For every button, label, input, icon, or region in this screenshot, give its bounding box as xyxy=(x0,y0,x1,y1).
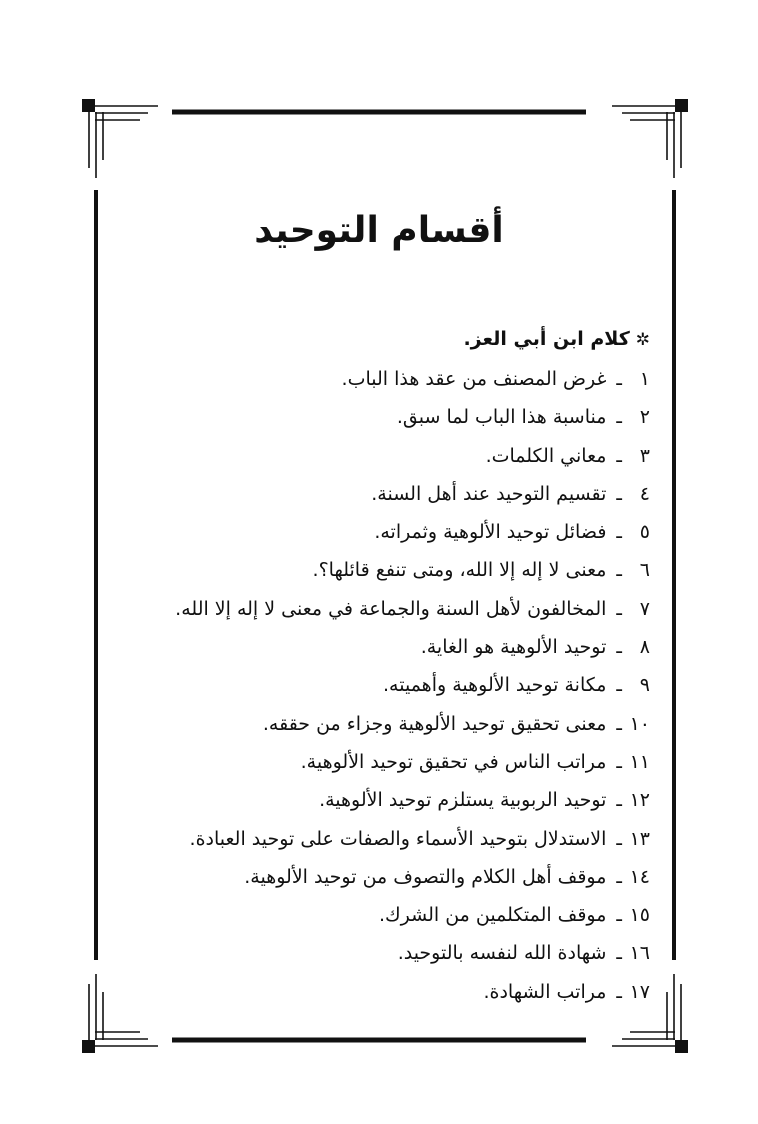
item-dash: ـ xyxy=(616,406,622,429)
numbered-items xyxy=(90,360,650,1011)
list-item xyxy=(90,781,650,819)
item-dash: ـ xyxy=(616,559,622,582)
item-text: مناسبة هذا الباب لما سبق. xyxy=(396,406,607,429)
item-dash: ـ xyxy=(616,482,622,505)
item-number: ٤ xyxy=(639,482,650,505)
list-item xyxy=(90,628,650,666)
item-dash: ـ xyxy=(616,636,622,659)
list-item xyxy=(90,973,650,1011)
item-text: معنى لا إله إلا الله، ومتى تنفع قائلها؟. xyxy=(312,559,607,582)
item-text: توحيد الألوهية هو الغاية. xyxy=(420,636,607,659)
item-number: ١٠ xyxy=(629,712,650,735)
subheading-text: كلام ابن أبي العز. xyxy=(463,328,630,350)
item-text: تقسيم التوحيد عند أهل السنة. xyxy=(371,482,607,505)
item-text: شهادة الله لنفسه بالتوحيد. xyxy=(397,942,607,965)
item-dash: ـ xyxy=(616,368,622,390)
subheading xyxy=(90,318,650,360)
list-item xyxy=(90,551,650,589)
item-number: ١٥ xyxy=(629,904,650,927)
item-dash: ـ xyxy=(616,904,622,927)
item-dash: ـ xyxy=(616,980,622,1003)
list-item xyxy=(90,513,650,551)
list-item xyxy=(90,437,650,475)
item-number: ١٣ xyxy=(629,827,650,850)
item-number: ١٢ xyxy=(629,789,650,812)
list-item xyxy=(90,934,650,972)
list-item xyxy=(90,858,650,896)
list-item xyxy=(90,705,650,743)
item-dash: ـ xyxy=(616,674,622,697)
item-dash: ـ xyxy=(616,827,622,850)
item-text: الاستدلال بتوحيد الأسماء والصفات على توحيد العبادة. xyxy=(189,827,607,850)
item-dash: ـ xyxy=(616,750,622,773)
list-item xyxy=(90,666,650,704)
item-text: موقف أهل الكلام والتصوف من توحيد الألوهية. xyxy=(244,865,607,888)
item-text: مكانة توحيد الألوهية وأهميته. xyxy=(383,674,607,697)
item-dash: ـ xyxy=(616,712,622,735)
corner-ornament-top-left xyxy=(82,99,158,178)
item-dash: ـ xyxy=(616,942,622,965)
item-number: ٥ xyxy=(639,521,650,544)
item-text: موقف المتكلمين من الشرك. xyxy=(378,904,607,927)
item-number: ١٦ xyxy=(629,942,650,965)
item-number: ٨ xyxy=(639,636,650,659)
star-icon: ✲ xyxy=(635,330,650,350)
item-text: فضائل توحيد الألوهية وثمراته. xyxy=(374,521,607,544)
item-text: مراتب الناس في تحقيق توحيد الألوهية. xyxy=(300,750,607,773)
item-number: ١ xyxy=(639,368,650,390)
item-text: معنى تحقيق توحيد الألوهية وجزاء من حققه. xyxy=(262,712,607,735)
item-text: توحيد الربوبية يستلزم توحيد الألوهية. xyxy=(319,789,607,812)
list-item xyxy=(90,475,650,513)
list-item xyxy=(90,590,650,628)
item-number: ٦ xyxy=(639,559,650,582)
list-item xyxy=(90,398,650,436)
item-number: ١٧ xyxy=(629,980,650,1003)
list-item xyxy=(90,360,650,398)
page-title: أقسام التوحيد xyxy=(254,210,504,251)
corner-ornament-top-right xyxy=(612,99,688,178)
item-text: معاني الكلمات. xyxy=(485,444,607,467)
item-dash: ـ xyxy=(616,597,622,620)
list-item xyxy=(90,743,650,781)
item-dash: ـ xyxy=(616,521,622,544)
topics-list xyxy=(90,318,650,1011)
item-dash: ـ xyxy=(616,865,622,888)
item-text: المخالفون لأهل السنة والجماعة في معنى لا إله إلا الله. xyxy=(175,597,607,620)
item-text: مراتب الشهادة. xyxy=(483,980,607,1003)
list-item xyxy=(90,820,650,858)
item-text: غرض المصنف من عقد هذا الباب. xyxy=(341,368,607,390)
item-number: ٩ xyxy=(639,674,650,697)
item-number: ٣ xyxy=(639,444,650,467)
item-number: ٧ xyxy=(639,597,650,620)
item-dash: ـ xyxy=(616,444,622,467)
item-number: ٢ xyxy=(639,406,650,429)
item-dash: ـ xyxy=(616,789,622,812)
item-number: ١٤ xyxy=(629,865,650,888)
list-item xyxy=(90,896,650,934)
item-number: ١١ xyxy=(629,750,650,773)
